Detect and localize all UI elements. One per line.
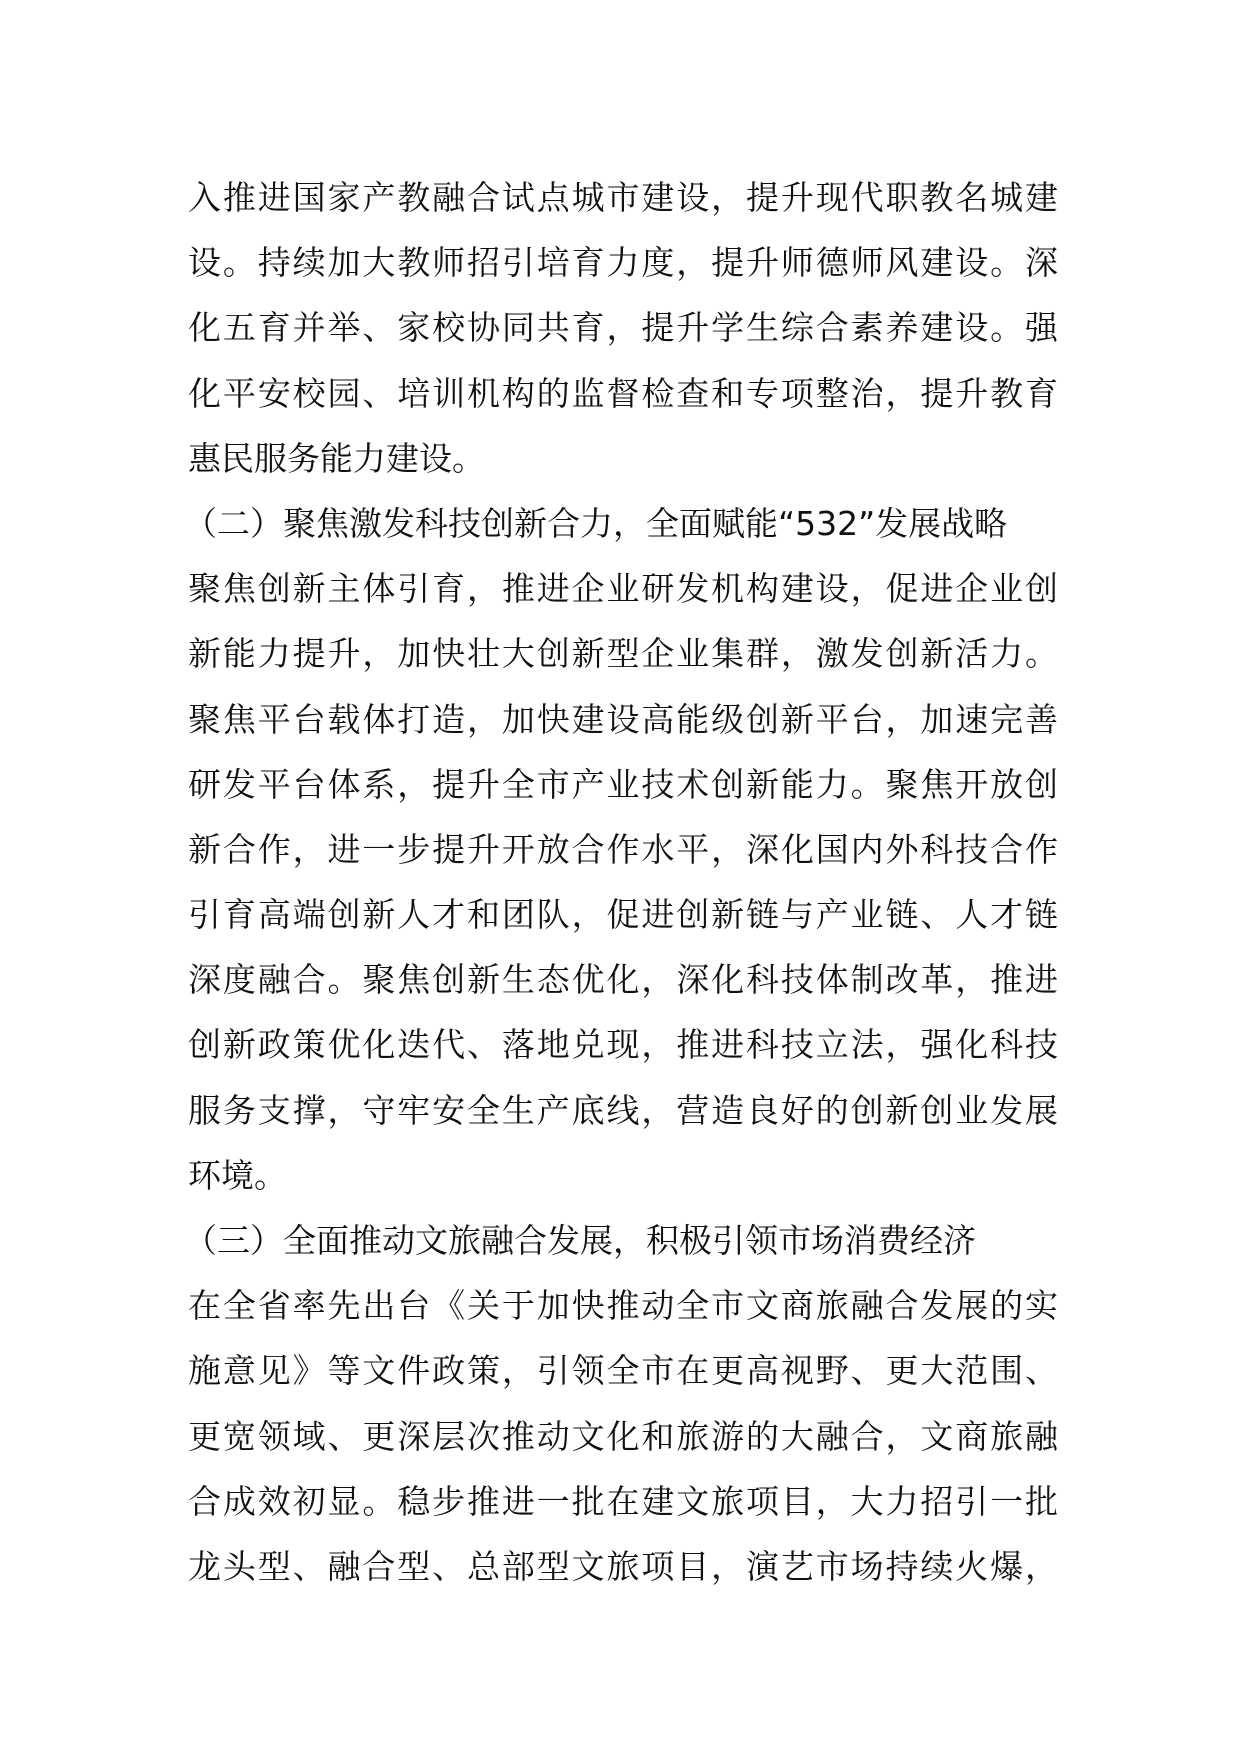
body-line: 在全省率先出台《关于加快推动全市文商旅融合发展的实 bbox=[188, 1286, 1058, 1326]
body-line: 入推进国家产教融合试点城市建设，提升现代职教名城建 bbox=[188, 178, 1058, 217]
body-line: 创新政策优化迭代、落地兑现，推进科技立法，强化科技 bbox=[188, 1025, 1058, 1065]
section-heading: （三）全面推动文旅融合发展，积极引领市场消费经济 bbox=[184, 1221, 976, 1260]
body-line: 新合作，进一步提升开放合作水平，深化国内外科技合作 bbox=[188, 829, 1058, 869]
body-line: 化平安校园、培训机构的监督检查和专项整治，提升教育 bbox=[188, 373, 1058, 413]
body-line: 合成效初显。稳步推进一批在建文旅项目，大力招引一批 bbox=[188, 1481, 1058, 1521]
body-line: 龙头型、融合型、总部型文旅项目，演艺市场持续火爆， bbox=[188, 1546, 1058, 1586]
body-line: 化五育并举、家校协同共育，提升学生综合素养建设。强 bbox=[188, 308, 1058, 348]
body-line: 聚焦平台载体打造，加快建设高能级创新平台，加速完善 bbox=[188, 699, 1058, 739]
body-line: 更宽领域、更深层次推动文化和旅游的大融合，文商旅融 bbox=[188, 1416, 1058, 1456]
body-line: 施意见》等文件政策，引领全市在更高视野、更大范围、 bbox=[188, 1351, 1058, 1391]
body-line: 引育高端创新人才和团队，促进创新链与产业链、人才链 bbox=[188, 895, 1058, 935]
body-line: 惠民服务能力建设。 bbox=[188, 438, 485, 478]
document-body bbox=[184, 165, 1058, 1599]
body-line: 服务支撑，守牢安全生产底线，营造良好的创新创业发展 bbox=[188, 1090, 1058, 1130]
body-line: 聚焦创新主体引育，推进企业研发机构建设，促进企业创 bbox=[188, 569, 1058, 609]
section-heading: （二）聚焦激发科技创新合力，全面赋能“532”发展战略 bbox=[184, 503, 1008, 543]
body-line: 设。持续加大教师招引培育力度，提升师德师风建设。深 bbox=[188, 243, 1058, 283]
body-line: 研发平台体系，提升全市产业技术创新能力。聚焦开放创 bbox=[188, 764, 1058, 804]
body-line: 环境。 bbox=[188, 1155, 287, 1195]
body-line: 新能力提升，加快壮大创新型企业集群，激发创新活力。 bbox=[188, 634, 1058, 674]
body-line: 深度融合。聚焦创新生态优化，深化科技体制改革，推进 bbox=[188, 960, 1058, 1000]
